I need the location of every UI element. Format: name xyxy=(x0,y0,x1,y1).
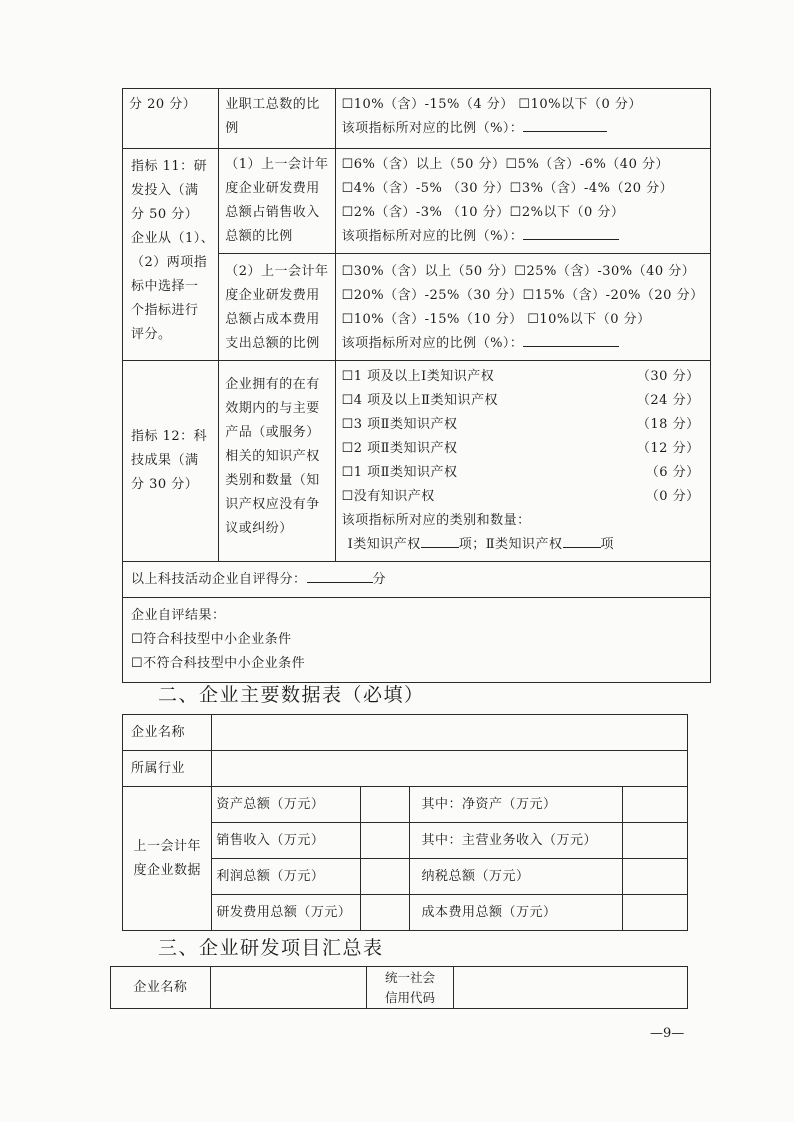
self-score-label: 以上科技活动企业自评得分： xyxy=(131,571,307,587)
main-data-table xyxy=(122,714,688,931)
main-business-revenue-field[interactable] xyxy=(622,823,687,859)
page-number: —9— xyxy=(650,1026,685,1041)
sub1-label-line: 度企业研发费用 xyxy=(225,181,320,196)
indicator12-label-line: 技成果（满 xyxy=(131,453,199,468)
total-tax-field[interactable] xyxy=(622,859,687,895)
ip-option-score: （12 分） xyxy=(636,441,700,456)
credit-code-label-line: 信用代码 xyxy=(384,989,435,1005)
company-name-label: 企业名称 xyxy=(133,979,188,995)
ip-type1-label: Ⅰ类知识产权 xyxy=(347,537,421,552)
indicator11-label-line: 分 50 分） xyxy=(131,207,199,222)
sub1-label-line: 总额的比例 xyxy=(225,229,293,244)
ip-option-label: ☐4 项及以上Ⅱ类知识产权 xyxy=(341,393,498,408)
table-row xyxy=(123,562,711,598)
table-row xyxy=(111,967,688,1009)
sub2-label-line: （2）上一会计年 xyxy=(225,264,329,279)
row-a-col1: 分 20 分） xyxy=(129,97,197,112)
self-score-input[interactable] xyxy=(307,568,373,583)
ip-option-label: ☐没有知识产权 xyxy=(341,489,435,504)
sub1-option[interactable]: ☐2%（含）-3% （10 分）☐2%以下（0 分） xyxy=(341,205,625,220)
ratio-input[interactable] xyxy=(523,332,619,347)
indicator11-label-line: 发投入（满 xyxy=(131,183,199,198)
group-label-line: 上一会计年 xyxy=(133,838,201,854)
ip-type1-input[interactable] xyxy=(421,533,459,548)
table-row xyxy=(123,715,688,751)
data-label: 资产总额（万元） xyxy=(216,796,325,812)
ip-option-label: ☐2 项Ⅱ类知识产权 xyxy=(341,441,458,456)
ip-option-score: （18 分） xyxy=(636,417,700,432)
table-row xyxy=(123,598,711,683)
industry-field[interactable] xyxy=(212,751,688,787)
ip-option[interactable] xyxy=(342,437,700,461)
table-row xyxy=(123,787,688,823)
ip-option-label: ☐3 项Ⅱ类知识产权 xyxy=(341,417,458,432)
indicator12-desc-line: 类别和数量（知 xyxy=(225,473,320,488)
ip-option[interactable] xyxy=(342,389,700,413)
self-score-unit: 分 xyxy=(372,571,387,587)
section2-title: 二、企业主要数据表（必填） xyxy=(158,684,425,706)
ip-option-score: （30 分） xyxy=(636,369,700,384)
ip-option[interactable] xyxy=(342,485,700,509)
indicator12-label-line: 指标 12：科 xyxy=(131,429,208,444)
ip-type2-input[interactable] xyxy=(563,533,601,548)
credit-code-label-line: 统一社会 xyxy=(384,969,435,985)
company-name-field[interactable] xyxy=(210,967,366,1009)
indicator11-label-line: 标中选择一 xyxy=(131,279,199,294)
table-row xyxy=(123,751,688,787)
rd-project-summary-table xyxy=(110,966,688,1009)
row-a-col2-line: 业职工总数的比 xyxy=(225,97,320,112)
indicator12-desc-line: 企业拥有的在有 xyxy=(225,377,320,392)
sub2-option[interactable]: ☐10%（含）-15%（10 分） ☐10%以下（0 分） xyxy=(341,312,651,327)
sub1-ratio-label: 该项指标所对应的比例（%）： xyxy=(341,229,524,244)
section3-title: 三、企业研发项目汇总表 xyxy=(158,937,384,959)
ip-option-score: （24 分） xyxy=(636,393,700,408)
indicator12-desc-line: 产品（或服务） xyxy=(225,425,320,440)
net-assets-field[interactable] xyxy=(622,787,687,823)
ip-option-label: ☐1 项Ⅱ类知识产权 xyxy=(341,465,458,480)
indicator11-label-line: 指标 11：研 xyxy=(131,159,208,174)
ip-option-label: ☐1 项及以上Ⅰ类知识产权 xyxy=(341,369,495,384)
credit-code-field[interactable] xyxy=(454,967,688,1009)
sub1-option[interactable]: ☐6%（含）以上（50 分）☐5%（含）-6%（40 分） xyxy=(341,157,669,172)
ip-option[interactable] xyxy=(342,461,700,485)
ip-type2-label: 项；Ⅱ类知识产权 xyxy=(458,537,563,552)
data-label: 利润总额（万元） xyxy=(216,868,325,884)
indicator11-label-line: （2）两项指 xyxy=(131,255,208,270)
table-row xyxy=(123,149,711,254)
data-label: 其中：主营业务收入（万元） xyxy=(421,832,598,848)
sub2-label-line: 度企业研发费用 xyxy=(225,288,320,303)
sub2-option[interactable]: ☐20%（含）-25%（30 分）☐15%（含）-20%（20 分） xyxy=(341,288,704,303)
indicator12-desc-line: 识产权应没有争 xyxy=(225,497,320,512)
row-a-col2-line: 例 xyxy=(225,121,239,136)
sub2-option[interactable]: ☐30%（含）以上（50 分）☐25%（含）-30%（40 分） xyxy=(341,264,696,279)
data-label: 纳税总额（万元） xyxy=(421,868,530,884)
ip-option-score: （6 分） xyxy=(645,465,700,480)
data-label: 销售收入（万元） xyxy=(216,832,325,848)
sub1-option[interactable]: ☐4%（含）-5% （30 分）☐3%（含）-4%（20 分） xyxy=(341,181,674,196)
sub2-label-line: 支出总额的比例 xyxy=(225,336,320,351)
table-row xyxy=(123,89,711,149)
ip-unit: 项 xyxy=(600,537,615,552)
row-a-ratio-label: 该项指标所对应的比例（%）： xyxy=(341,121,524,136)
data-label: 研发费用总额（万元） xyxy=(216,904,352,920)
sales-revenue-field[interactable] xyxy=(360,823,409,859)
indicator12-desc-line: 效期内的与主要 xyxy=(225,401,320,416)
ip-option-score: （0 分） xyxy=(645,489,700,504)
indicator11-label-line: 评分。 xyxy=(131,327,172,342)
scoring-table xyxy=(122,88,711,683)
indicator12-desc-line: 相关的知识产权 xyxy=(225,449,320,464)
industry-label: 所属行业 xyxy=(131,760,186,776)
indicator11-label-line: 个指标进行 xyxy=(131,303,199,318)
company-name-field[interactable] xyxy=(212,715,688,751)
sub1-label-line: 总额占销售收入 xyxy=(225,205,320,220)
sub2-ratio-label: 该项指标所对应的比例（%）： xyxy=(341,336,524,351)
indicator12-label-line: 分 30 分） xyxy=(131,477,199,492)
company-name-label: 企业名称 xyxy=(131,724,186,740)
total-cost-field[interactable] xyxy=(622,895,687,931)
total-assets-field[interactable] xyxy=(360,787,409,823)
sub2-label-line: 总额占成本费用 xyxy=(225,312,320,327)
total-profit-field[interactable] xyxy=(360,859,409,895)
sub1-label-line: （1）上一会计年 xyxy=(225,157,329,172)
ratio-input[interactable] xyxy=(523,117,607,132)
ip-count-label: 该项指标所对应的类别和数量： xyxy=(341,513,531,528)
row-a-option[interactable]: ☐10%（含）-15%（4 分） ☐10%以下（0 分） xyxy=(341,97,642,112)
data-label: 成本费用总额（万元） xyxy=(421,904,557,920)
qualify-checkbox[interactable]: ☐符合科技型中小企业条件 xyxy=(131,632,292,647)
group-label-line: 度企业数据 xyxy=(133,862,201,878)
ip-option[interactable] xyxy=(342,413,700,437)
rd-expense-field[interactable] xyxy=(360,895,409,931)
table-row xyxy=(123,361,711,562)
indicator11-label-line: 企业从（1）、 xyxy=(131,231,215,246)
not-qualify-checkbox[interactable]: ☐不符合科技型中小企业条件 xyxy=(131,656,306,671)
ratio-input[interactable] xyxy=(523,225,619,240)
ip-option[interactable] xyxy=(342,365,700,389)
indicator12-desc-line: 议或纠纷） xyxy=(225,521,293,536)
data-label: 其中：净资产（万元） xyxy=(421,796,557,812)
self-result-title: 企业自评结果： xyxy=(131,608,226,623)
